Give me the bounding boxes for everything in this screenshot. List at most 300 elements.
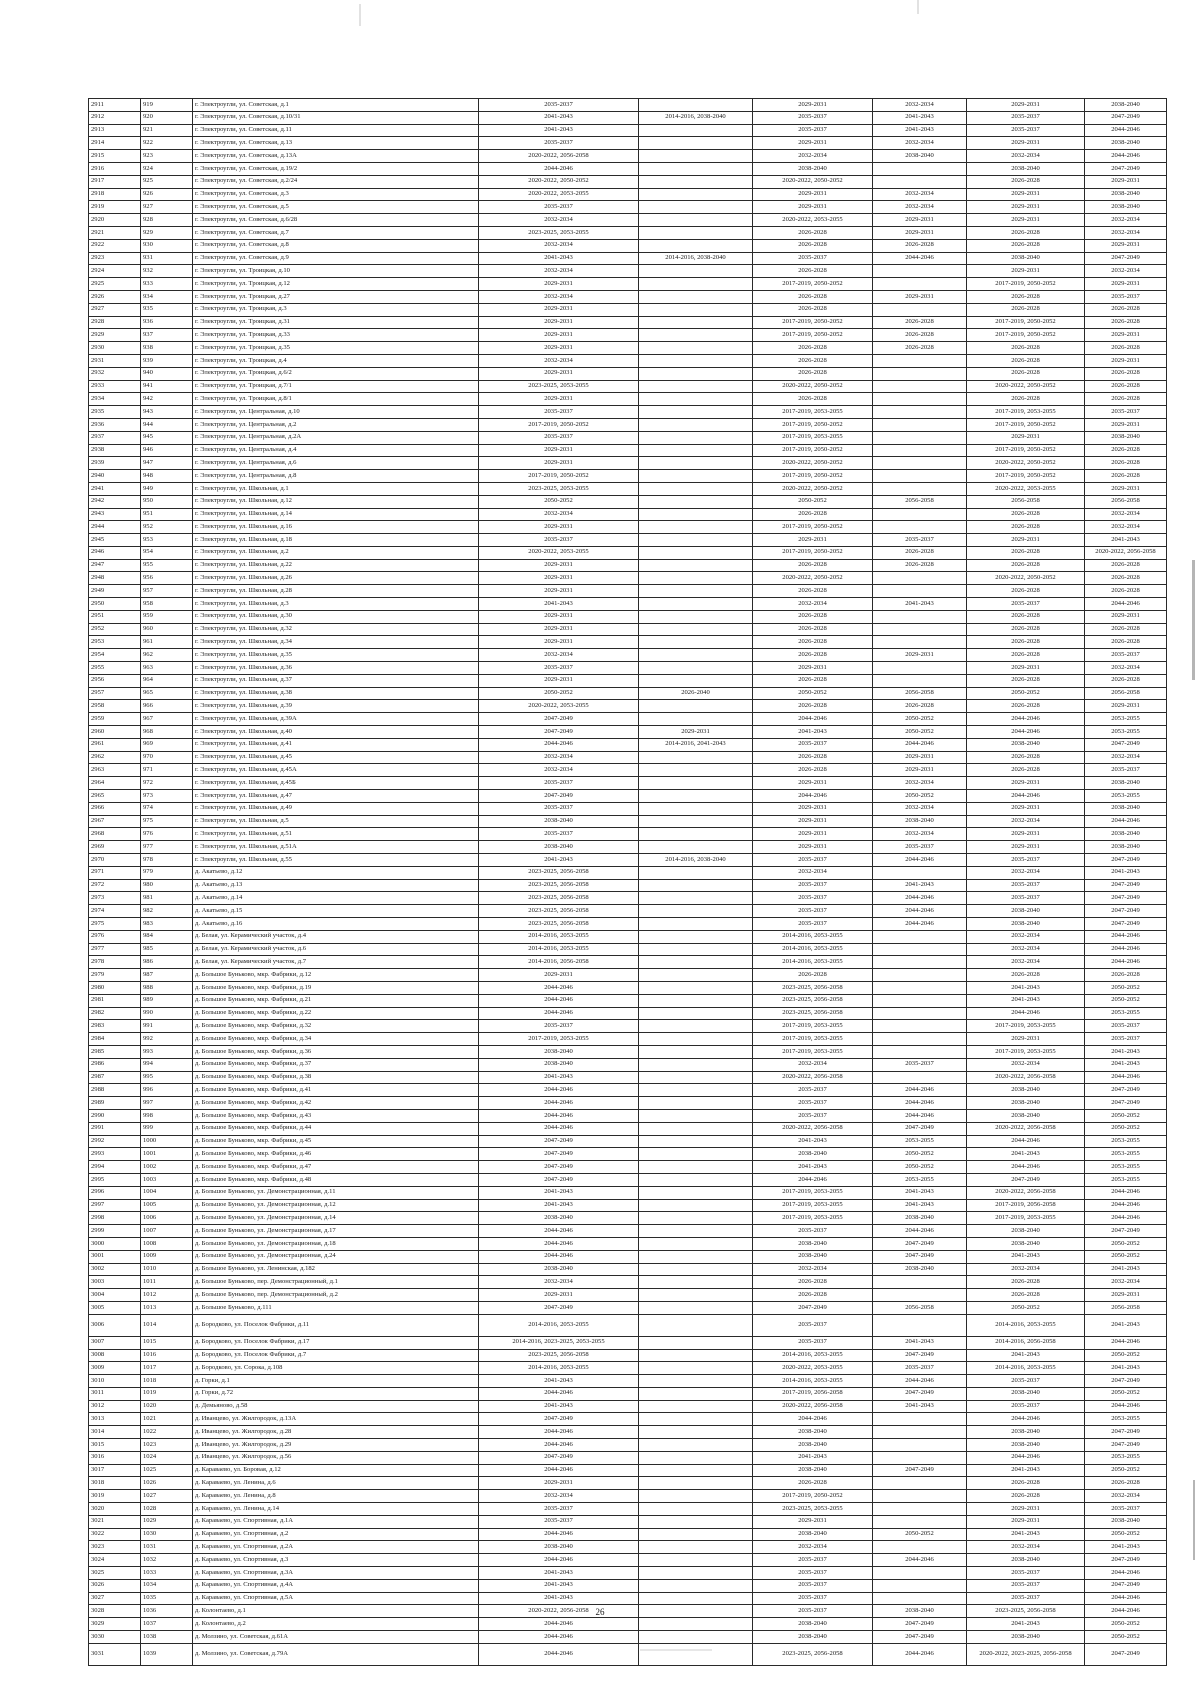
schedule-cell-6: 2044-2046 [1085, 1567, 1167, 1580]
address-cell: д. Большое Буньково, мкр. Фабрики, д.19 [193, 981, 479, 994]
schedule-cell-1: 2017-2019, 2050-2052 [479, 418, 639, 431]
schedule-cell-6: 2035-2037 [1085, 1020, 1167, 1033]
schedule-cell-5: 2020-2022, 2050-2052 [967, 457, 1085, 470]
table-row [89, 713, 1167, 726]
schedule-cell-4 [873, 610, 967, 623]
schedule-cell-1: 2014-2016, 2053-2055 [479, 1314, 639, 1336]
schedule-cell-3: 2044-2046 [753, 713, 873, 726]
address-cell: г. Электроугли, ул. Школьная, д.45Б [193, 777, 479, 790]
schedule-cell-4 [873, 623, 967, 636]
schedule-cell-3: 2035-2037 [753, 124, 873, 137]
schedule-cell-1: 2029-2031 [479, 559, 639, 572]
schedule-cell-1: 2038-2040 [479, 1058, 639, 1071]
schedule-cell-1: 2038-2040 [479, 1045, 639, 1058]
address-cell: д. Большое Буньково, ул. Демонстрационная, д.14 [193, 1212, 479, 1225]
schedule-cell-2 [639, 290, 753, 303]
schedule-cell-4 [873, 1426, 967, 1439]
address-cell: д. Большое Буньково, мкр. Фабрики, д.34 [193, 1033, 479, 1046]
house-id-cell: 984 [141, 930, 193, 943]
schedule-cell-3: 2023-2025, 2056-2058 [753, 994, 873, 1007]
house-id-cell: 1021 [141, 1413, 193, 1426]
schedule-cell-6: 2053-2055 [1085, 1173, 1167, 1186]
table-row [89, 252, 1167, 265]
address-cell: д. Большое Буньково, мкр. Фабрики, д.41 [193, 1084, 479, 1097]
address-cell: г. Электроугли, ул. Школьная, д.30 [193, 610, 479, 623]
schedule-cell-2 [639, 354, 753, 367]
schedule-cell-3: 2017-2019, 2053-2055 [753, 1033, 873, 1046]
row-number-cell: 2969 [89, 841, 141, 854]
schedule-cell-1: 2029-2031 [479, 393, 639, 406]
house-id-cell: 1020 [141, 1400, 193, 1413]
row-number-cell: 2966 [89, 802, 141, 815]
row-number-cell: 3016 [89, 1451, 141, 1464]
schedule-cell-5: 2050-2052 [967, 687, 1085, 700]
schedule-cell-2 [639, 278, 753, 291]
schedule-cell-6: 2047-2049 [1085, 879, 1167, 892]
table-row [89, 188, 1167, 201]
table-row [89, 316, 1167, 329]
address-cell: г. Электроугли, ул. Школьная, д.40 [193, 726, 479, 739]
schedule-cell-2 [639, 1071, 753, 1084]
schedule-cell-3: 2029-2031 [753, 137, 873, 150]
schedule-cell-2 [639, 1122, 753, 1135]
schedule-cell-1: 2047-2049 [479, 1301, 639, 1314]
schedule-cell-2 [639, 841, 753, 854]
schedule-cell-4 [873, 265, 967, 278]
table-row [89, 354, 1167, 367]
house-id-cell: 935 [141, 303, 193, 316]
schedule-cell-6: 2053-2055 [1085, 1148, 1167, 1161]
row-number-cell: 2942 [89, 495, 141, 508]
table-row [89, 1097, 1167, 1110]
schedule-cell-2 [639, 1490, 753, 1503]
schedule-cell-6: 2026-2028 [1085, 585, 1167, 598]
schedule-cell-4 [873, 521, 967, 534]
schedule-cell-5: 2047-2049 [967, 1173, 1085, 1186]
house-id-cell: 950 [141, 495, 193, 508]
address-cell: г. Электроугли, ул. Центральная, д.2А [193, 431, 479, 444]
schedule-cell-5: 2026-2028 [967, 585, 1085, 598]
address-cell: д. Бородково, ул. Сорока, д.108 [193, 1362, 479, 1375]
schedule-cell-5: 2020-2022, 2050-2052 [967, 572, 1085, 585]
table-row [89, 623, 1167, 636]
table-row [89, 1503, 1167, 1516]
schedule-cell-2 [639, 1250, 753, 1263]
schedule-cell-2 [639, 943, 753, 956]
address-cell: г. Электроугли, ул. Троицкая, д.35 [193, 342, 479, 355]
row-number-cell: 2970 [89, 854, 141, 867]
row-number-cell: 2996 [89, 1186, 141, 1199]
schedule-cell-5: 2026-2028 [967, 764, 1085, 777]
table-row [89, 1276, 1167, 1289]
schedule-cell-2 [639, 866, 753, 879]
row-number-cell: 2931 [89, 354, 141, 367]
row-number-cell: 2938 [89, 444, 141, 457]
address-cell: г. Электроугли, ул. Школьная, д.45 [193, 751, 479, 764]
schedule-cell-1: 2047-2049 [479, 726, 639, 739]
schedule-cell-6: 2047-2049 [1085, 738, 1167, 751]
schedule-cell-3: 2035-2037 [753, 879, 873, 892]
schedule-cell-4: 2044-2046 [873, 1109, 967, 1122]
row-number-cell: 2986 [89, 1058, 141, 1071]
house-id-cell: 1003 [141, 1173, 193, 1186]
house-id-cell: 960 [141, 623, 193, 636]
table-row [89, 470, 1167, 483]
schedule-cell-6: 2047-2049 [1085, 1554, 1167, 1567]
schedule-cell-6: 2032-2034 [1085, 508, 1167, 521]
row-number-cell: 2921 [89, 226, 141, 239]
row-number-cell: 3001 [89, 1250, 141, 1263]
schedule-cell-6: 2038-2040 [1085, 1515, 1167, 1528]
row-number-cell: 3000 [89, 1237, 141, 1250]
schedule-cell-4 [873, 1020, 967, 1033]
address-cell: д. Акатьево, д.13 [193, 879, 479, 892]
table-row [89, 738, 1167, 751]
address-cell: г. Электроугли, ул. Школьная, д.49 [193, 802, 479, 815]
schedule-cell-3: 2035-2037 [753, 1336, 873, 1349]
row-number-cell: 2915 [89, 150, 141, 163]
address-cell: д. Иванцево, ул. Жилгородок, д.56 [193, 1451, 479, 1464]
schedule-cell-6: 2047-2049 [1085, 905, 1167, 918]
address-cell: г. Электроугли, ул. Школьная, д.22 [193, 559, 479, 572]
house-id-cell: 1033 [141, 1567, 193, 1580]
row-number-cell: 2956 [89, 674, 141, 687]
schedule-cell-1: 2035-2037 [479, 431, 639, 444]
row-number-cell: 2975 [89, 918, 141, 931]
table-row [89, 1058, 1167, 1071]
row-number-cell: 2980 [89, 981, 141, 994]
schedule-cell-6: 2035-2037 [1085, 406, 1167, 419]
schedule-cell-1: 2035-2037 [479, 828, 639, 841]
address-cell: д. Караваево, ул. Спортивная, д.5А [193, 1592, 479, 1605]
schedule-cell-3: 2026-2028 [753, 559, 873, 572]
schedule-cell-6: 2047-2049 [1085, 1084, 1167, 1097]
house-id-cell: 1030 [141, 1528, 193, 1541]
schedule-cell-5: 2044-2046 [967, 1007, 1085, 1020]
schedule-cell-6: 2050-2052 [1085, 1349, 1167, 1362]
schedule-cell-3: 2050-2052 [753, 687, 873, 700]
schedule-cell-5: 2023-2025, 2056-2058 [967, 1605, 1085, 1618]
schedule-cell-2 [639, 444, 753, 457]
schedule-cell-1: 2035-2037 [479, 1020, 639, 1033]
address-cell: д. Акатьево, д.16 [193, 918, 479, 931]
schedule-cell-2: 2026-2040 [639, 687, 753, 700]
table-row [89, 1464, 1167, 1477]
schedule-cell-1: 2047-2049 [479, 1148, 639, 1161]
row-number-cell: 2963 [89, 764, 141, 777]
schedule-cell-2 [639, 150, 753, 163]
schedule-cell-4 [873, 278, 967, 291]
row-number-cell: 2937 [89, 431, 141, 444]
schedule-cell-6: 2029-2031 [1085, 354, 1167, 367]
row-number-cell: 2987 [89, 1071, 141, 1084]
schedule-cell-3: 2038-2040 [753, 1439, 873, 1452]
house-id-cell: 964 [141, 674, 193, 687]
house-id-cell: 1028 [141, 1503, 193, 1516]
schedule-cell-6: 2026-2028 [1085, 559, 1167, 572]
schedule-cell-5: 2026-2028 [967, 969, 1085, 982]
address-cell: д. Караваево, ул. Боровая, д.12 [193, 1464, 479, 1477]
address-cell: д. Большое Буньково, мкр. Фабрики, д.22 [193, 1007, 479, 1020]
row-number-cell: 2934 [89, 393, 141, 406]
schedule-cell-3: 2029-2031 [753, 777, 873, 790]
schedule-cell-6: 2038-2040 [1085, 841, 1167, 854]
schedule-cell-1: 2023-2025, 2056-2058 [479, 1349, 639, 1362]
schedule-cell-5: 2038-2040 [967, 1554, 1085, 1567]
house-id-cell: 985 [141, 943, 193, 956]
schedule-cell-5: 2014-2016, 2053-2055 [967, 1314, 1085, 1336]
schedule-cell-3: 2026-2028 [753, 303, 873, 316]
schedule-cell-1: 2017-2019, 2050-2052 [479, 470, 639, 483]
house-id-cell: 931 [141, 252, 193, 265]
schedule-cell-6: 2026-2028 [1085, 969, 1167, 982]
address-cell: г. Электроугли, ул. Школьная, д.51 [193, 828, 479, 841]
schedule-cell-5: 2035-2037 [967, 124, 1085, 137]
schedule-cell-1: 2029-2031 [479, 342, 639, 355]
schedule-cell-5: 2041-2043 [967, 994, 1085, 1007]
schedule-cell-2 [639, 1618, 753, 1631]
row-number-cell: 2994 [89, 1161, 141, 1174]
row-number-cell: 3009 [89, 1362, 141, 1375]
address-cell: г. Электроугли, ул. Советская, д.19/2 [193, 162, 479, 175]
schedule-cell-3: 2035-2037 [753, 1225, 873, 1238]
schedule-cell-4 [873, 1541, 967, 1554]
schedule-cell-1: 2035-2037 [479, 137, 639, 150]
schedule-cell-3: 2020-2022, 2053-2055 [753, 214, 873, 227]
schedule-cell-4: 2041-2043 [873, 111, 967, 124]
schedule-cell-5: 2029-2031 [967, 1503, 1085, 1516]
table-row [89, 1301, 1167, 1314]
table-row [89, 1618, 1167, 1631]
schedule-cell-4 [873, 1477, 967, 1490]
schedule-cell-4 [873, 1071, 967, 1084]
schedule-cell-2 [639, 905, 753, 918]
schedule-cell-3: 2017-2019, 2053-2055 [753, 1212, 873, 1225]
row-number-cell: 3003 [89, 1276, 141, 1289]
schedule-cell-4: 2026-2028 [873, 700, 967, 713]
schedule-cell-2 [639, 99, 753, 112]
schedule-cell-1: 2044-2046 [479, 1084, 639, 1097]
schedule-cell-4: 2032-2034 [873, 201, 967, 214]
schedule-cell-4 [873, 1007, 967, 1020]
house-id-cell: 982 [141, 905, 193, 918]
address-cell: г. Электроугли, ул. Центральная, д.4 [193, 444, 479, 457]
address-cell: г. Электроугли, ул. Центральная, д.6 [193, 457, 479, 470]
schedule-cell-5: 2017-2019, 2053-2055 [967, 1045, 1085, 1058]
schedule-cell-2: 2014-2016, 2041-2043 [639, 738, 753, 751]
row-number-cell: 2960 [89, 726, 141, 739]
schedule-cell-6: 2047-2049 [1085, 1643, 1167, 1665]
schedule-cell-6: 2032-2034 [1085, 662, 1167, 675]
house-id-cell: 991 [141, 1020, 193, 1033]
schedule-cell-6: 2044-2046 [1085, 150, 1167, 163]
schedule-cell-4: 2044-2046 [873, 854, 967, 867]
house-id-cell: 993 [141, 1045, 193, 1058]
table-row [89, 764, 1167, 777]
schedule-cell-1: 2047-2049 [479, 1173, 639, 1186]
house-id-cell: 1029 [141, 1515, 193, 1528]
row-number-cell: 2954 [89, 649, 141, 662]
house-id-cell: 939 [141, 354, 193, 367]
schedule-cell-2 [639, 406, 753, 419]
schedule-cell-4 [873, 585, 967, 598]
schedule-cell-4: 2032-2034 [873, 99, 967, 112]
schedule-cell-2 [639, 1212, 753, 1225]
schedule-cell-5: 2026-2028 [967, 1477, 1085, 1490]
schedule-cell-2 [639, 623, 753, 636]
table-row [89, 265, 1167, 278]
schedule-cell-5: 2026-2028 [967, 226, 1085, 239]
schedule-cell-4 [873, 418, 967, 431]
schedule-cell-2 [639, 1033, 753, 1046]
schedule-cell-3: 2041-2043 [753, 1135, 873, 1148]
schedule-cell-6: 2050-2052 [1085, 1250, 1167, 1263]
address-cell: д. Большое Буньково, мкр. Фабрики, д.38 [193, 1071, 479, 1084]
house-id-cell: 983 [141, 918, 193, 931]
table-row [89, 1375, 1167, 1388]
house-id-cell: 1017 [141, 1362, 193, 1375]
schedule-cell-3: 2035-2037 [753, 111, 873, 124]
schedule-cell-6: 2041-2043 [1085, 534, 1167, 547]
row-number-cell: 3007 [89, 1336, 141, 1349]
schedule-cell-2 [639, 329, 753, 342]
address-cell: г. Электроугли, ул. Школьная, д.37 [193, 674, 479, 687]
schedule-cell-3: 2047-2049 [753, 1301, 873, 1314]
row-number-cell: 2951 [89, 610, 141, 623]
schedule-cell-5: 2026-2028 [967, 354, 1085, 367]
schedule-cell-1: 2041-2043 [479, 252, 639, 265]
schedule-cell-5: 2035-2037 [967, 111, 1085, 124]
table-row [89, 585, 1167, 598]
house-id-cell: 936 [141, 316, 193, 329]
schedule-cell-2 [639, 1020, 753, 1033]
schedule-cell-6: 2029-2031 [1085, 175, 1167, 188]
schedule-cell-3: 2026-2028 [753, 393, 873, 406]
house-id-cell: 1038 [141, 1631, 193, 1644]
row-number-cell: 2965 [89, 790, 141, 803]
schedule-cell-3: 2044-2046 [753, 1173, 873, 1186]
house-id-cell: 1023 [141, 1439, 193, 1452]
schedule-cell-4: 2038-2040 [873, 1263, 967, 1276]
house-id-cell: 973 [141, 790, 193, 803]
schedule-cell-6: 2047-2049 [1085, 1426, 1167, 1439]
table-row [89, 649, 1167, 662]
schedule-cell-4: 2044-2046 [873, 252, 967, 265]
row-number-cell: 3025 [89, 1567, 141, 1580]
address-cell: д. Большое Буньково, ул. Ленинская, д.182 [193, 1263, 479, 1276]
house-id-cell: 967 [141, 713, 193, 726]
table-row [89, 201, 1167, 214]
schedule-cell-6: 2038-2040 [1085, 201, 1167, 214]
address-cell: д. Горки, д.1 [193, 1375, 479, 1388]
schedule-cell-1: 2020-2022, 2056-2058 [479, 1605, 639, 1618]
schedule-cell-3: 2050-2052 [753, 495, 873, 508]
schedule-cell-1: 2044-2046 [479, 1122, 639, 1135]
schedule-cell-6: 2026-2028 [1085, 674, 1167, 687]
schedule-cell-5: 2017-2019, 2053-2055 [967, 1212, 1085, 1225]
row-number-cell: 2948 [89, 572, 141, 585]
page-number: 26 [595, 1607, 605, 1617]
schedule-cell-3: 2026-2028 [753, 508, 873, 521]
house-id-cell: 1034 [141, 1579, 193, 1592]
address-cell: г. Электроугли, ул. Советская, д.13А [193, 150, 479, 163]
schedule-cell-1: 2044-2046 [479, 1528, 639, 1541]
schedule-cell-5: 2032-2034 [967, 866, 1085, 879]
schedule-cell-3: 2014-2016, 2053-2055 [753, 956, 873, 969]
address-cell: д. Горки, д.72 [193, 1387, 479, 1400]
schedule-cell-4: 2056-2058 [873, 495, 967, 508]
schedule-cell-2 [639, 1528, 753, 1541]
schedule-cell-5: 2026-2028 [967, 1490, 1085, 1503]
schedule-cell-5: 2044-2046 [967, 1451, 1085, 1464]
schedule-cell-6: 2044-2046 [1085, 1199, 1167, 1212]
house-id-cell: 930 [141, 239, 193, 252]
house-id-cell: 1009 [141, 1250, 193, 1263]
schedule-cell-1: 2029-2031 [479, 1289, 639, 1302]
schedule-cell-6: 2029-2031 [1085, 610, 1167, 623]
house-id-cell: 946 [141, 444, 193, 457]
schedule-cell-3: 2029-2031 [753, 841, 873, 854]
table-row [89, 1413, 1167, 1426]
house-id-cell: 959 [141, 610, 193, 623]
schedule-cell-3: 2029-2031 [753, 828, 873, 841]
schedule-cell-3: 2029-2031 [753, 188, 873, 201]
house-id-cell: 961 [141, 636, 193, 649]
house-id-cell: 1036 [141, 1605, 193, 1618]
schedule-cell-3: 2020-2022, 2056-2058 [753, 1122, 873, 1135]
address-cell: г. Электроугли, ул. Школьная, д.12 [193, 495, 479, 508]
address-cell: д. Молзино, ул. Советская, д.61А [193, 1631, 479, 1644]
row-number-cell: 2962 [89, 751, 141, 764]
row-number-cell: 2936 [89, 418, 141, 431]
row-number-cell: 2945 [89, 534, 141, 547]
schedule-cell-5: 2038-2040 [967, 1237, 1085, 1250]
schedule-cell-1: 2041-2043 [479, 111, 639, 124]
row-number-cell: 2957 [89, 687, 141, 700]
schedule-cell-1: 2047-2049 [479, 1135, 639, 1148]
schedule-cell-4: 2026-2028 [873, 559, 967, 572]
schedule-cell-4 [873, 1503, 967, 1516]
row-number-cell: 2998 [89, 1212, 141, 1225]
schedule-cell-3: 2020-2022, 2050-2052 [753, 482, 873, 495]
address-cell: д. Караваево, ул. Спортивная, д.4А [193, 1579, 479, 1592]
row-number-cell: 2981 [89, 994, 141, 1007]
row-number-cell: 2935 [89, 406, 141, 419]
schedule-cell-5: 2035-2037 [967, 1400, 1085, 1413]
row-number-cell: 3031 [89, 1643, 141, 1665]
schedule-cell-5: 2035-2037 [967, 598, 1085, 611]
schedule-cell-3: 2035-2037 [753, 905, 873, 918]
house-id-cell: 989 [141, 994, 193, 1007]
schedule-cell-4: 2044-2046 [873, 1225, 967, 1238]
schedule-cell-3: 2026-2028 [753, 674, 873, 687]
schedule-cell-2 [639, 1631, 753, 1644]
schedule-cell-6: 2026-2028 [1085, 393, 1167, 406]
address-cell: г. Электроугли, ул. Советская, д.1 [193, 99, 479, 112]
row-number-cell: 2988 [89, 1084, 141, 1097]
schedule-cell-6: 2038-2040 [1085, 431, 1167, 444]
address-cell: д. Караваево, ул. Спортивная, д.3 [193, 1554, 479, 1567]
house-id-cell: 945 [141, 431, 193, 444]
address-cell: д. Большое Буньково, мкр. Фабрики, д.47 [193, 1161, 479, 1174]
address-cell: г. Электроугли, ул. Троицкая, д.31 [193, 316, 479, 329]
schedule-cell-5: 2020-2022, 2050-2052 [967, 380, 1085, 393]
row-number-cell: 3004 [89, 1289, 141, 1302]
schedule-cell-5: 2026-2028 [967, 175, 1085, 188]
schedule-cell-1: 2044-2046 [479, 1387, 639, 1400]
schedule-cell-5: 2041-2043 [967, 1618, 1085, 1631]
schedule-cell-4 [873, 354, 967, 367]
